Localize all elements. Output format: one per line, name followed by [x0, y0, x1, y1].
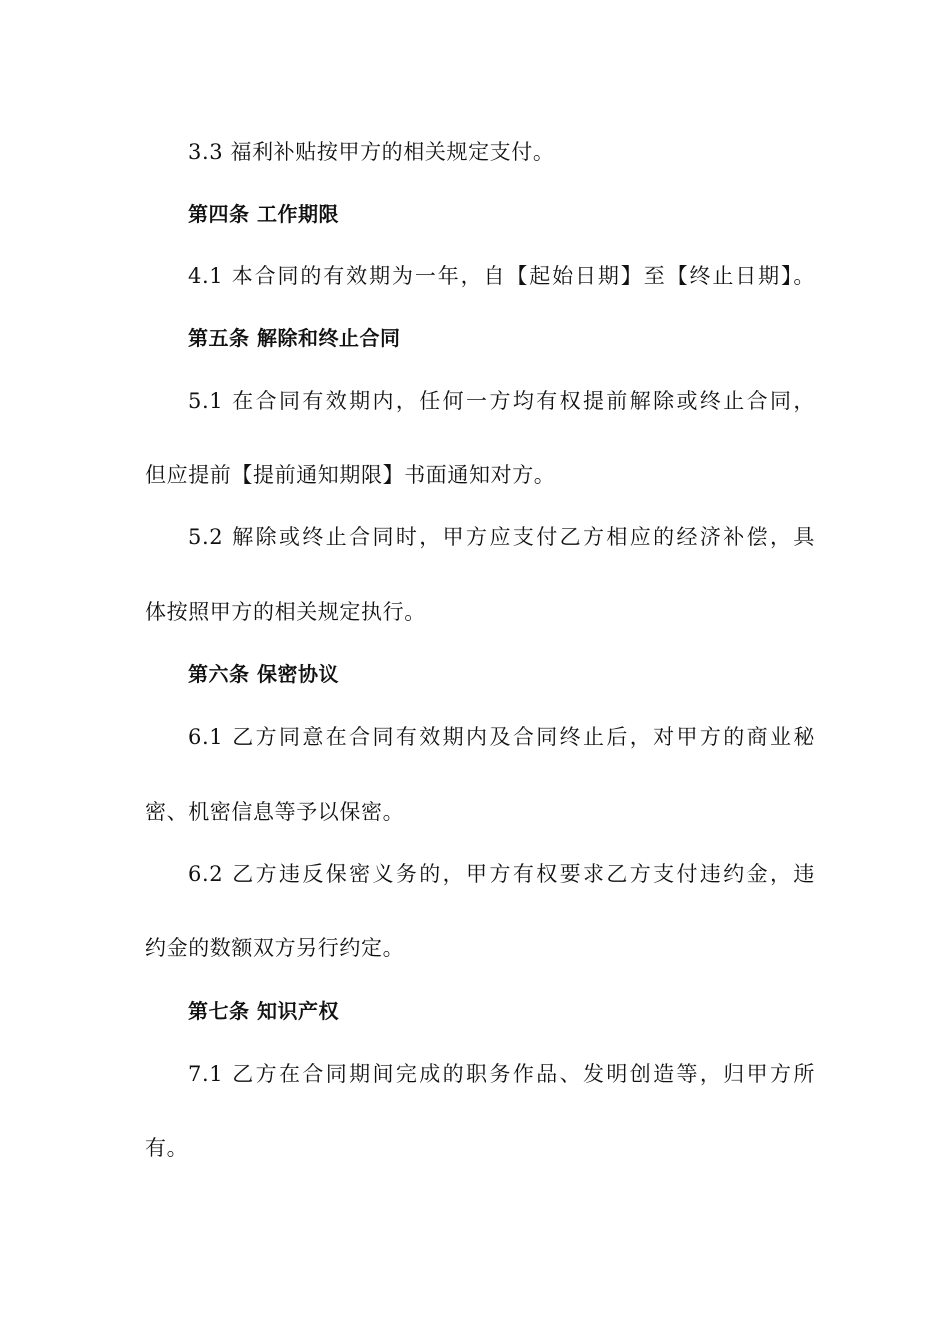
clause-6-1-line-2: 密、机密信息等予以保密。 [145, 800, 405, 824]
clause-5-1-line-2: 但应提前【提前通知期限】书面通知对方。 [145, 463, 556, 487]
clause-6-2-line-1: 6.2 乙方违反保密义务的，甲方有权要求乙方支付违约金，违 [188, 862, 815, 886]
clause-7-1-line-2: 有。 [145, 1136, 189, 1160]
article-6-heading: 第六条 保密协议 [188, 662, 339, 686]
article-4-heading: 第四条 工作期限 [188, 202, 339, 226]
clause-3-3: 3.3 福利补贴按甲方的相关规定支付。 [188, 140, 555, 164]
clause-6-2-line-2: 约金的数额双方另行约定。 [145, 936, 405, 960]
clause-5-1-line-1: 5.1 在合同有效期内，任何一方均有权提前解除或终止合同， [188, 389, 815, 413]
clause-6-1-line-1: 6.1 乙方同意在合同有效期内及合同终止后，对甲方的商业秘 [188, 725, 815, 749]
clause-4-1: 4.1 本合同的有效期为一年，自【起始日期】至【终止日期】。 [188, 264, 815, 288]
article-5-heading: 第五条 解除和终止合同 [188, 326, 401, 350]
clause-7-1-line-1: 7.1 乙方在合同期间完成的职务作品、发明创造等，归甲方所 [188, 1062, 815, 1086]
article-7-heading: 第七条 知识产权 [188, 999, 339, 1023]
clause-5-2-line-1: 5.2 解除或终止合同时，甲方应支付乙方相应的经济补偿，具 [188, 525, 815, 549]
clause-5-2-line-2: 体按照甲方的相关规定执行。 [145, 600, 426, 624]
